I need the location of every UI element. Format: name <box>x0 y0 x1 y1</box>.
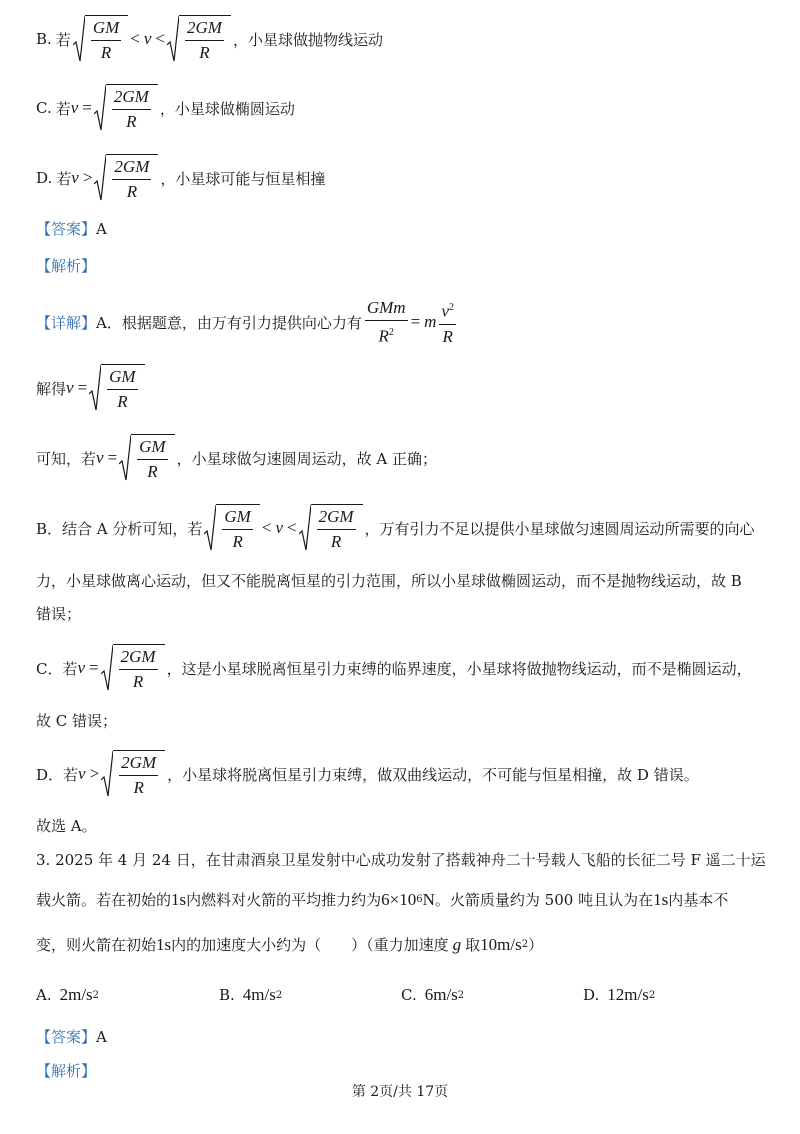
sqrt-2gm-r: $\frac{2GM}{R}$ <box>167 15 231 63</box>
sqrt-2gm-r: $\frac{2GM}{R}$ <box>94 84 158 132</box>
radical-sign <box>101 644 113 692</box>
d-text: ，小星球将脱离恒星引力束缚，做双曲线运动，不可能与恒星相撞，故 D 错误。 <box>167 765 699 784</box>
radical-sign <box>167 15 179 63</box>
option-d: D. 若 v > $\frac{2GM}{R}$ ，小星球可能与恒星相撞 <box>36 154 770 202</box>
c-analysis-line: C．若 v = $\frac{2GM}{R}$ ，这是小星球脱离恒星引力束缚的临界速度，小星球将做抛物线运动，而不是椭圆运动， <box>36 644 770 692</box>
q3-option-d: D. 12m/s 2 <box>583 985 656 1004</box>
option-text: 若 <box>56 169 72 188</box>
sqrt-gm-r: $\frac{GM}{R}$ <box>89 364 144 412</box>
analysis-line <box>36 255 770 276</box>
force-fraction: $\frac{\text{GMm}}{R^2}$ <box>366 298 406 346</box>
radical-sign <box>204 504 216 552</box>
q3-analysis-line <box>36 1060 770 1081</box>
q3-option-b: B. 4m/s 2 <box>219 985 283 1004</box>
answer-value: A <box>96 219 107 238</box>
option-c: C. 若 v = $\frac{2GM}{R}$ ，小星球做椭圆运动 <box>36 84 770 132</box>
conclusion-line: 故选 A。 <box>36 817 97 835</box>
c-text: ，这是小星球脱离恒星引力束缚的临界速度，小星球将做抛物线运动，而不是椭圆运动， <box>166 659 752 678</box>
radical-sign <box>101 750 113 798</box>
option-text: 若 <box>55 99 71 118</box>
b-line2: 力，小星球做离心运动，但又不能脱离恒星的引力范围，所以小星球做椭圆运动，而不是抛物线运动，故 B <box>36 572 742 590</box>
detail-a-line: 【详解】 A．根据题意，由万有引力提供向心力有 $\frac{\text{GMm}}{R^2}$ = m $\frac{v^2}{R}$ <box>36 298 454 346</box>
option-text: ，小星球做抛物线运动 <box>232 30 383 49</box>
q3-option-a: A. 2m/s 2 <box>36 985 100 1004</box>
detail-tag: 【详解】 <box>36 313 97 332</box>
radical-sign <box>299 504 311 552</box>
page-footer: 第 2页/共 17页 <box>351 1084 449 1100</box>
answer-line <box>36 218 770 239</box>
b-analysis-line: B．结合 A 分析可知，若 $\frac{GM}{R}$ < v < $\frac{2GM}{R}$ ，万有引力不足以提供小星球做匀速圆周运动所需要的向心 <box>36 504 770 552</box>
option-text: 若 <box>55 30 71 49</box>
b-text: B．结合 A 分析可知，若 <box>36 519 203 538</box>
sqrt-gm-r: $\frac{GM}{R}$ <box>119 434 174 482</box>
q3-option-c: C. 6m/s 2 <box>401 985 465 1004</box>
d-analysis-line: D．若 v > $\frac{2GM}{R}$ ，小星球将脱离恒星引力束缚，做双曲线运动，不可能与恒星相撞，故 D 错误。 <box>36 750 770 798</box>
option-label: D. <box>36 169 53 187</box>
q3-line3: 变，则火箭在初始 1s 内的加速度大小约为（ ）（重力加速度 g 取 10m/s 2 ） <box>36 934 544 954</box>
solve-line: 解得 v = $\frac{GM}{R}$ <box>36 364 770 412</box>
b-line3: 错误； <box>36 605 82 623</box>
sqrt-2gm-r: $\frac{2GM}{R}$ <box>94 154 158 202</box>
option-label: C. <box>36 99 52 117</box>
c-text: C．若 <box>36 659 78 678</box>
analysis-tag: 【解析】 <box>36 1062 97 1080</box>
option-label: B. <box>36 30 52 48</box>
answer-tag: 【答案】 <box>36 220 97 238</box>
q3-line1: 3. 2025 年 4 月 24 日，在甘肃酒泉卫星发射中心成功发射了搭载神舟二十号载人飞船的长征二号 F 遥二十运 <box>36 851 766 869</box>
know-text: ，小星球做匀速圆周运动，故 A 正确； <box>176 449 437 468</box>
radical-sign <box>89 364 101 412</box>
q3-line2: 载火箭。若在初始的 1s 内燃料对火箭的平均推力约为 6×10 6 N 。火箭质量约为 500 吨且认为在 1s 内基本不 <box>36 889 729 909</box>
centripetal-fraction: $\frac{v^2}{R}$ <box>439 298 456 347</box>
analysis-tag: 【解析】 <box>36 257 97 275</box>
solve-text: 解得 <box>36 379 67 398</box>
detail-text: A．根据题意，由万有引力提供向心力有 <box>96 313 362 332</box>
know-text: 可知，若 <box>36 449 97 468</box>
sqrt-2gm-r: $\frac{2GM}{R}$ <box>299 504 363 552</box>
radical-sign <box>94 154 106 202</box>
know-line: 可知，若 v = $\frac{GM}{R}$ ，小星球做匀速圆周运动，故 A 正确； <box>36 434 770 482</box>
answer-tag: 【答案】 <box>36 1028 97 1046</box>
radical-sign <box>94 84 106 132</box>
radical-sign <box>73 15 85 63</box>
option-b: B. 若 $\frac{GM}{R}$ < v < $\frac{2GM}{R}$ ，小星球做抛物线运动 <box>36 15 770 63</box>
option-text: ，小星球可能与恒星相撞 <box>160 169 326 188</box>
sqrt-2gm-r: $\frac{2GM}{R}$ <box>101 750 165 798</box>
b-text: ，万有引力不足以提供小星球做匀速圆周运动所需要的向心 <box>364 519 755 538</box>
q3-answer-line <box>36 1026 770 1047</box>
radical-sign <box>119 434 131 482</box>
d-text: D．若 <box>36 765 79 784</box>
c-line2: 故 C 错误； <box>36 712 118 730</box>
answer-value: A <box>96 1027 107 1046</box>
sqrt-gm-r: $\frac{GM}{R}$ <box>204 504 259 552</box>
option-text: ，小星球做椭圆运动 <box>159 99 295 118</box>
sqrt-gm-r: $\frac{GM}{R}$ <box>73 15 128 63</box>
sqrt-2gm-r: $\frac{2GM}{R}$ <box>101 644 165 692</box>
